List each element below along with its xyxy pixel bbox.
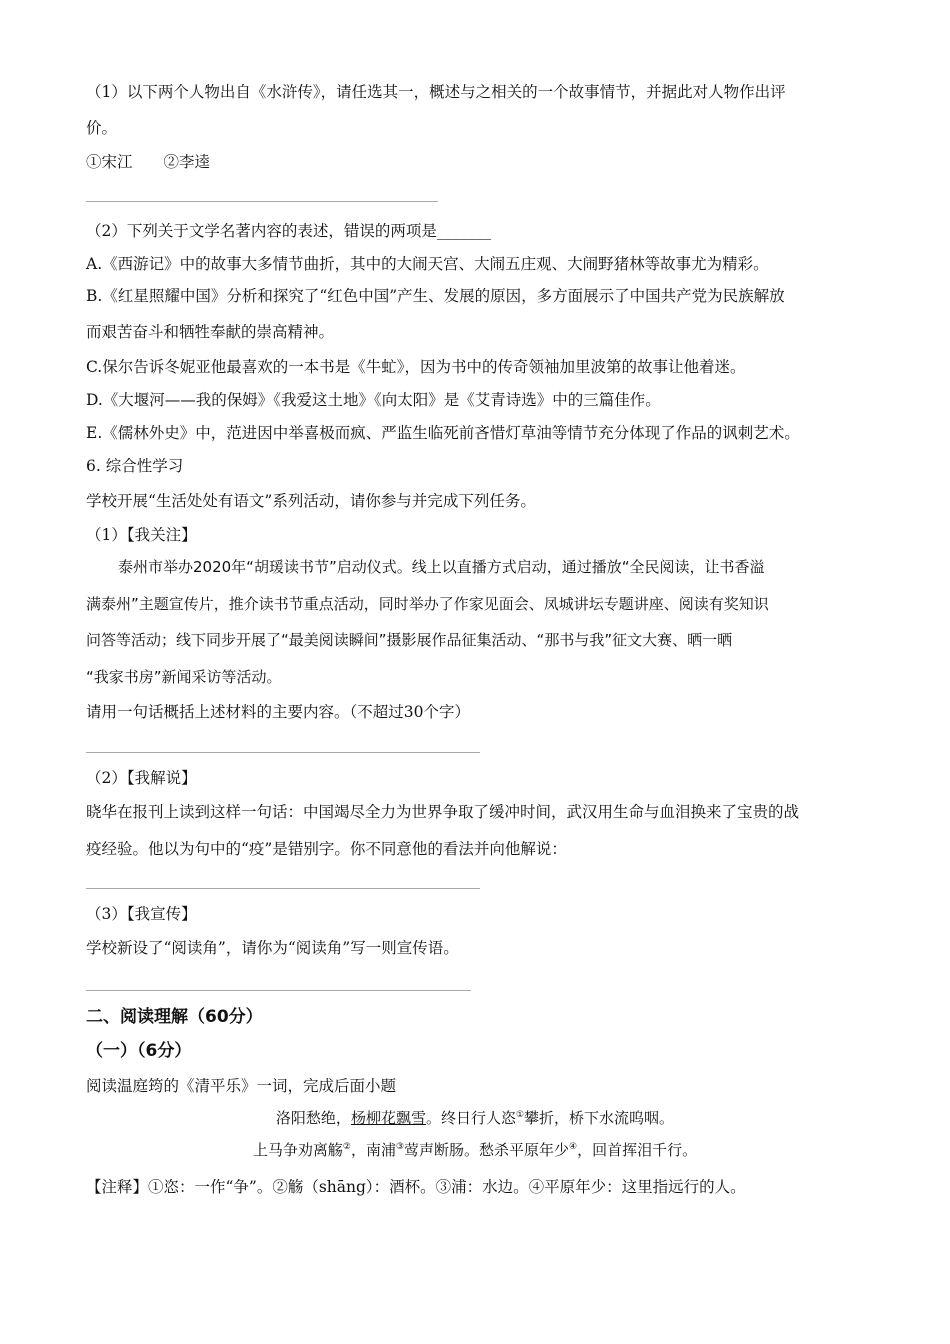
poem-line2: 上马争劝离觞②，南浦③莺声断肠。愁杀平原年少④，回首挥泪千行。 xyxy=(252,1141,698,1159)
task2-heading: （2）【我解说】 xyxy=(86,769,197,787)
option-d: D.《大堰河——我的保姆》《我爱这土地》《向太阳》是《艾青诗选》中的三篇佳作。 xyxy=(86,391,661,409)
option-e: E.《儒林外史》中，范进因中举喜极而疯、严监生临死前吝惜灯草油等情节充分体现了作品的讽刺艺术。 xyxy=(86,424,800,442)
task1-material-line2: 满泰州”主题宣传片，推介读书节重点活动，同时举办了作家见面会、凤城讲坛专题讲座、阅读有奖知识 xyxy=(86,595,769,613)
q5-part1-line2: 价。 xyxy=(86,119,118,137)
q6-intro: 学校开展“生活处处有语文”系列活动，请你参与并完成下列任务。 xyxy=(86,492,536,510)
task1-heading: （1）【我关注】 xyxy=(86,526,197,544)
option-a: A.《西游记》中的故事大多情节曲折，其中的大闹天宫、大闹五庄观、大闹野猪林等故事尤为精彩。 xyxy=(86,255,769,273)
q5-choices: ①宋江 ②李逵 xyxy=(86,153,211,171)
q5-part1-line1: （1）以下两个人物出自《水浒传》，请任选其一，概述与之相关的一个故事情节，并据此对人物作出评 xyxy=(86,83,786,101)
annotation-note: 【注释】①恣：一作“争”。②觞（shāng）：酒杯。③浦：水边。④平原年少：这里指远行的人。 xyxy=(86,1178,746,1196)
option-c: C.保尔告诉冬妮亚他最喜欢的一本书是《牛虻》，因为书中的传奇领袖加里波第的故事让他着迷。 xyxy=(86,358,746,376)
answer-line[interactable] xyxy=(86,990,471,991)
task2-line1: 晓华在报刊上读到这样一句话：中国竭尽全力为世界争取了缓冲时间，武汉用生命与血泪换来了宝贵的战 xyxy=(86,803,800,821)
subsection-heading: （一）（6分） xyxy=(86,1041,192,1061)
option-b-line2: 而艰苦奋斗和牺牲奉献的崇高精神。 xyxy=(86,323,335,341)
q6-title: 6. 综合性学习 xyxy=(86,457,184,475)
task1-question: 请用一句话概括上述材料的主要内容。（不超过30个字） xyxy=(86,703,470,721)
reading-intro: 阅读温庭筠的《清平乐》一词，完成后面小题 xyxy=(86,1077,397,1095)
answer-line[interactable] xyxy=(86,888,480,889)
q5-part2-prompt: （2）下列关于文学名著内容的表述，错误的两项是_______ xyxy=(86,222,492,240)
task3-heading: （3）【我宣传】 xyxy=(86,905,197,923)
underlined-phrase: 杨柳花飘雪 xyxy=(350,1109,426,1127)
answer-line[interactable] xyxy=(86,201,438,202)
task1-material-line4: “我家书房”新闻采访等活动。 xyxy=(86,668,282,686)
answer-line[interactable] xyxy=(86,752,480,753)
task2-line2: 疫经验。他以为句中的“疫”是错别字。你不同意他的看法并向他解说： xyxy=(86,840,567,858)
task1-material-line1: 泰州市举办2020年“胡瑗读书节”启动仪式。线上以直播方式启动，通过播放“全民阅读，让书香溢 xyxy=(118,558,765,576)
poem-line1: 洛阳愁绝，杨柳花飘雪。终日行人恣①攀折，桥下水流呜咽。 xyxy=(275,1109,675,1127)
option-b-line1: B.《红星照耀中国》分析和探究了“红色中国”产生、发展的原因，多方面展示了中国共产党为民族解放 xyxy=(86,287,785,305)
section-heading: 二、阅读理解（60分） xyxy=(86,1007,263,1027)
task1-material-line3: 问答等活动；线下同步开展了“最美阅读瞬间”摄影展作品征集活动、“那书与我”征文大赛、晒一晒 xyxy=(86,631,733,649)
task3-line1: 学校新设了“阅读角”，请你为“阅读角”写一则宣传语。 xyxy=(86,939,459,957)
